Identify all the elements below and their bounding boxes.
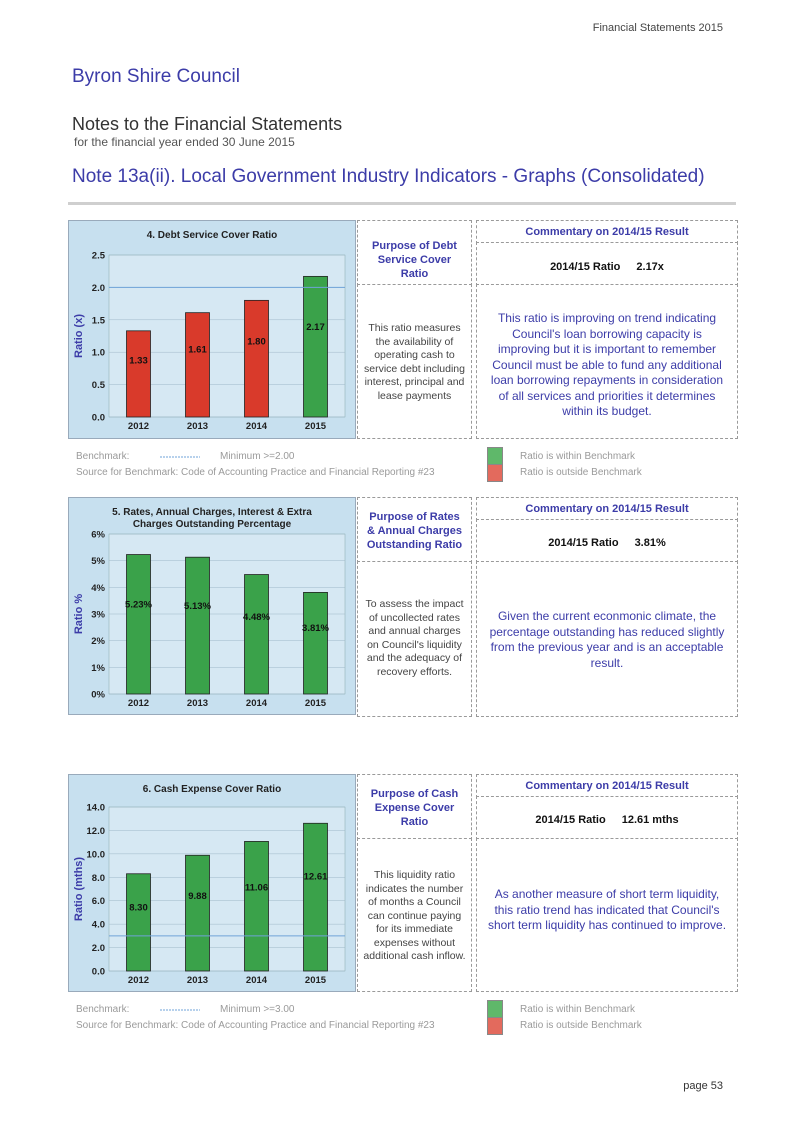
ratio-box-rates (476, 519, 738, 563)
debt-service-chart (68, 220, 356, 439)
bar-2014 (245, 300, 269, 417)
y-tick-label: 5% (91, 556, 105, 568)
bar-2012 (127, 331, 151, 417)
x-tick-label: 2014 (245, 421, 268, 432)
data-label: 12.61 (303, 871, 328, 883)
data-label: 5.13% (184, 601, 211, 613)
cash-expense-chart-svg (69, 775, 355, 991)
within-benchmark-swatch (487, 447, 503, 465)
y-tick-label: 0.0 (91, 412, 105, 424)
outside-benchmark-swatch (487, 464, 503, 482)
within-benchmark-label: Ratio is within Benchmark (520, 1004, 636, 1015)
ratio-label: 2014/15 Ratio (548, 537, 619, 549)
y-tick-label: 0% (91, 689, 105, 701)
heading-divider (68, 202, 736, 205)
data-label: 11.06 (244, 882, 269, 894)
y-axis-label: Ratio % (73, 593, 85, 635)
council-name: Byron Shire Council (72, 66, 240, 87)
y-tick-label: 1.5 (91, 315, 105, 327)
y-tick-label: 2.5 (91, 250, 105, 262)
y-tick-label: 12.0 (86, 825, 105, 837)
data-label: 1.33 (129, 355, 148, 367)
commentary-text: Given the current econmonic climate, the percentage outstanding has reduced slightly from the previous year and is an acceptable result. (489, 609, 725, 670)
debt-service-chart-svg (69, 221, 355, 438)
ratio-box-cash (476, 796, 738, 840)
commentary-title: Commentary on 2014/15 Result (525, 780, 689, 792)
y-axis-label: Ratio (mths) (73, 856, 85, 922)
purpose-text-box-debt (357, 284, 472, 439)
commentary-title: Commentary on 2014/15 Result (525, 503, 689, 515)
y-tick-label: 1% (91, 662, 105, 674)
ratio-label: 2014/15 Ratio (550, 261, 621, 273)
benchmark-source: Source for Benchmark: Code of Accounting Practice and Financial Reporting #23 (76, 467, 435, 478)
ratio-value: 3.81% (634, 537, 666, 549)
benchmark-line-sample (160, 455, 200, 459)
purpose-title: Purpose of Cash Expense Cover Ratio (370, 788, 459, 828)
bar-2013 (186, 557, 210, 694)
y-tick-label: 2% (91, 636, 105, 648)
commentary-title: Commentary on 2014/15 Result (525, 226, 689, 238)
benchmark-label: Benchmark: (76, 451, 130, 462)
bar-2015 (304, 823, 328, 971)
within-benchmark-label: Ratio is within Benchmark (520, 451, 636, 462)
ratio-box-debt (476, 242, 738, 286)
ratio-line (477, 261, 737, 273)
benchmark-minimum: Minimum >=3.00 (220, 1004, 295, 1015)
purpose-text: To assess the impact of uncollected rates and annual charges on Council's liquidity and the adequacy of recovery efforts. (365, 598, 464, 678)
y-tick-label: 4.0 (91, 919, 105, 931)
purpose-box-debt (357, 220, 472, 286)
ratio-label: 2014/15 Ratio (535, 814, 606, 826)
outside-benchmark-swatch (487, 1017, 503, 1035)
data-label: 4.48% (243, 611, 270, 623)
bar-2012 (127, 874, 151, 971)
y-tick-label: 0.5 (91, 380, 105, 392)
y-tick-label: 4% (91, 582, 105, 594)
benchmark-line-sample (160, 1008, 200, 1012)
chart-title: 5. Rates, Annual Charges, Interest & Extra (112, 507, 312, 518)
purpose-text: This liquidity ratio indicates the number of months a Council can continue paying for its immediate expenses without additional cash inflow. (363, 869, 466, 962)
commentary-text: As another measure of short term liquidity, this ratio trend has indicated that Council's short term liquidity has continued to improve. (487, 887, 727, 932)
outside-benchmark-label: Ratio is outside Benchmark (520, 467, 642, 478)
y-tick-label: 8.0 (91, 872, 105, 884)
commentary-box-rates (476, 561, 738, 717)
notes-subtitle: for the financial year ended 30 June 2015 (74, 135, 295, 149)
bar-2015 (304, 276, 328, 417)
outside-benchmark-label: Ratio is outside Benchmark (520, 1020, 642, 1031)
x-tick-label: 2013 (186, 421, 209, 432)
y-tick-label: 1.0 (91, 347, 105, 359)
data-label: 1.80 (247, 336, 266, 348)
benchmark-minimum: Minimum >=2.00 (220, 451, 295, 462)
rates-outstanding-chart-svg (69, 498, 355, 714)
data-label: 5.23% (125, 599, 152, 611)
commentary-header-rates (476, 497, 738, 521)
data-label: 2.17 (306, 321, 325, 333)
x-tick-label: 2014 (245, 698, 268, 709)
purpose-box-cash (357, 774, 472, 840)
purpose-text-box-cash (357, 838, 472, 992)
document-title: Financial Statements 2015 (592, 22, 723, 34)
y-tick-label: 0.0 (91, 966, 105, 978)
x-tick-label: 2015 (304, 698, 327, 709)
data-label: 8.30 (129, 902, 148, 914)
note-heading: Note 13a(ii). Local Government Industry Indicators - Graphs (Consolidated) (72, 166, 705, 187)
y-tick-label: 3% (91, 609, 105, 621)
purpose-title: Purpose of Rates & Annual Charges Outstanding Ratio (366, 511, 463, 551)
commentary-header-debt (476, 220, 738, 244)
ratio-line (477, 537, 737, 549)
bar-2015 (304, 592, 328, 694)
data-label: 1.61 (188, 344, 207, 356)
cash-expense-chart (68, 774, 356, 992)
x-tick-label: 2012 (127, 975, 150, 986)
y-axis-label: Ratio (x) (73, 314, 85, 358)
x-tick-label: 2012 (127, 698, 150, 709)
benchmark-source: Source for Benchmark: Code of Accounting Practice and Financial Reporting #23 (76, 1020, 435, 1031)
bar-2012 (127, 555, 151, 694)
x-tick-label: 2012 (127, 421, 150, 432)
data-label: 9.88 (188, 891, 207, 903)
commentary-header-cash (476, 774, 738, 798)
bar-2013 (186, 855, 210, 971)
ratio-line (477, 814, 737, 826)
ratio-value: 12.61 mths (621, 814, 679, 826)
x-tick-label: 2014 (245, 975, 268, 986)
commentary-box-debt (476, 284, 738, 439)
commentary-text: This ratio is improving on trend indicating Council's loan borrowing capacity is improving but it is important to remember Council must be able to fund any additional loan borrowing repayments in consideration of all services and priorities it determines within its budget. (490, 311, 724, 418)
bar-2014 (245, 575, 269, 694)
notes-title: Notes to the Financial Statements (72, 114, 343, 134)
y-tick-label: 14.0 (86, 802, 105, 814)
y-tick-label: 2.0 (91, 282, 105, 294)
purpose-box-rates (357, 497, 472, 563)
ratio-value: 2.17x (636, 261, 664, 273)
bar-2014 (245, 841, 269, 971)
x-tick-label: 2013 (186, 698, 209, 709)
x-tick-label: 2013 (186, 975, 209, 986)
commentary-box-cash (476, 838, 738, 992)
page-number: page 53 (683, 1080, 723, 1092)
purpose-text-box-rates (357, 561, 472, 717)
x-tick-label: 2015 (304, 421, 327, 432)
chart-title: Charges Outstanding Percentage (132, 519, 292, 530)
data-label: 3.81% (302, 623, 329, 635)
benchmark-label: Benchmark: (76, 1004, 130, 1015)
y-tick-label: 2.0 (91, 943, 105, 955)
chart-title: 6. Cash Expense Cover Ratio (142, 784, 282, 795)
x-tick-label: 2015 (304, 975, 327, 986)
bar-2013 (186, 313, 210, 417)
chart-title: 4. Debt Service Cover Ratio (146, 230, 278, 241)
y-tick-label: 6% (91, 529, 105, 541)
y-tick-label: 6.0 (91, 896, 105, 908)
within-benchmark-swatch (487, 1000, 503, 1018)
purpose-title: Purpose of Debt Service Cover Ratio (372, 240, 457, 280)
y-tick-label: 10.0 (86, 849, 105, 861)
purpose-text: This ratio measures the availability of operating cash to service debt including interest, principal and lease payments (364, 322, 465, 402)
rates-outstanding-chart (68, 497, 356, 715)
